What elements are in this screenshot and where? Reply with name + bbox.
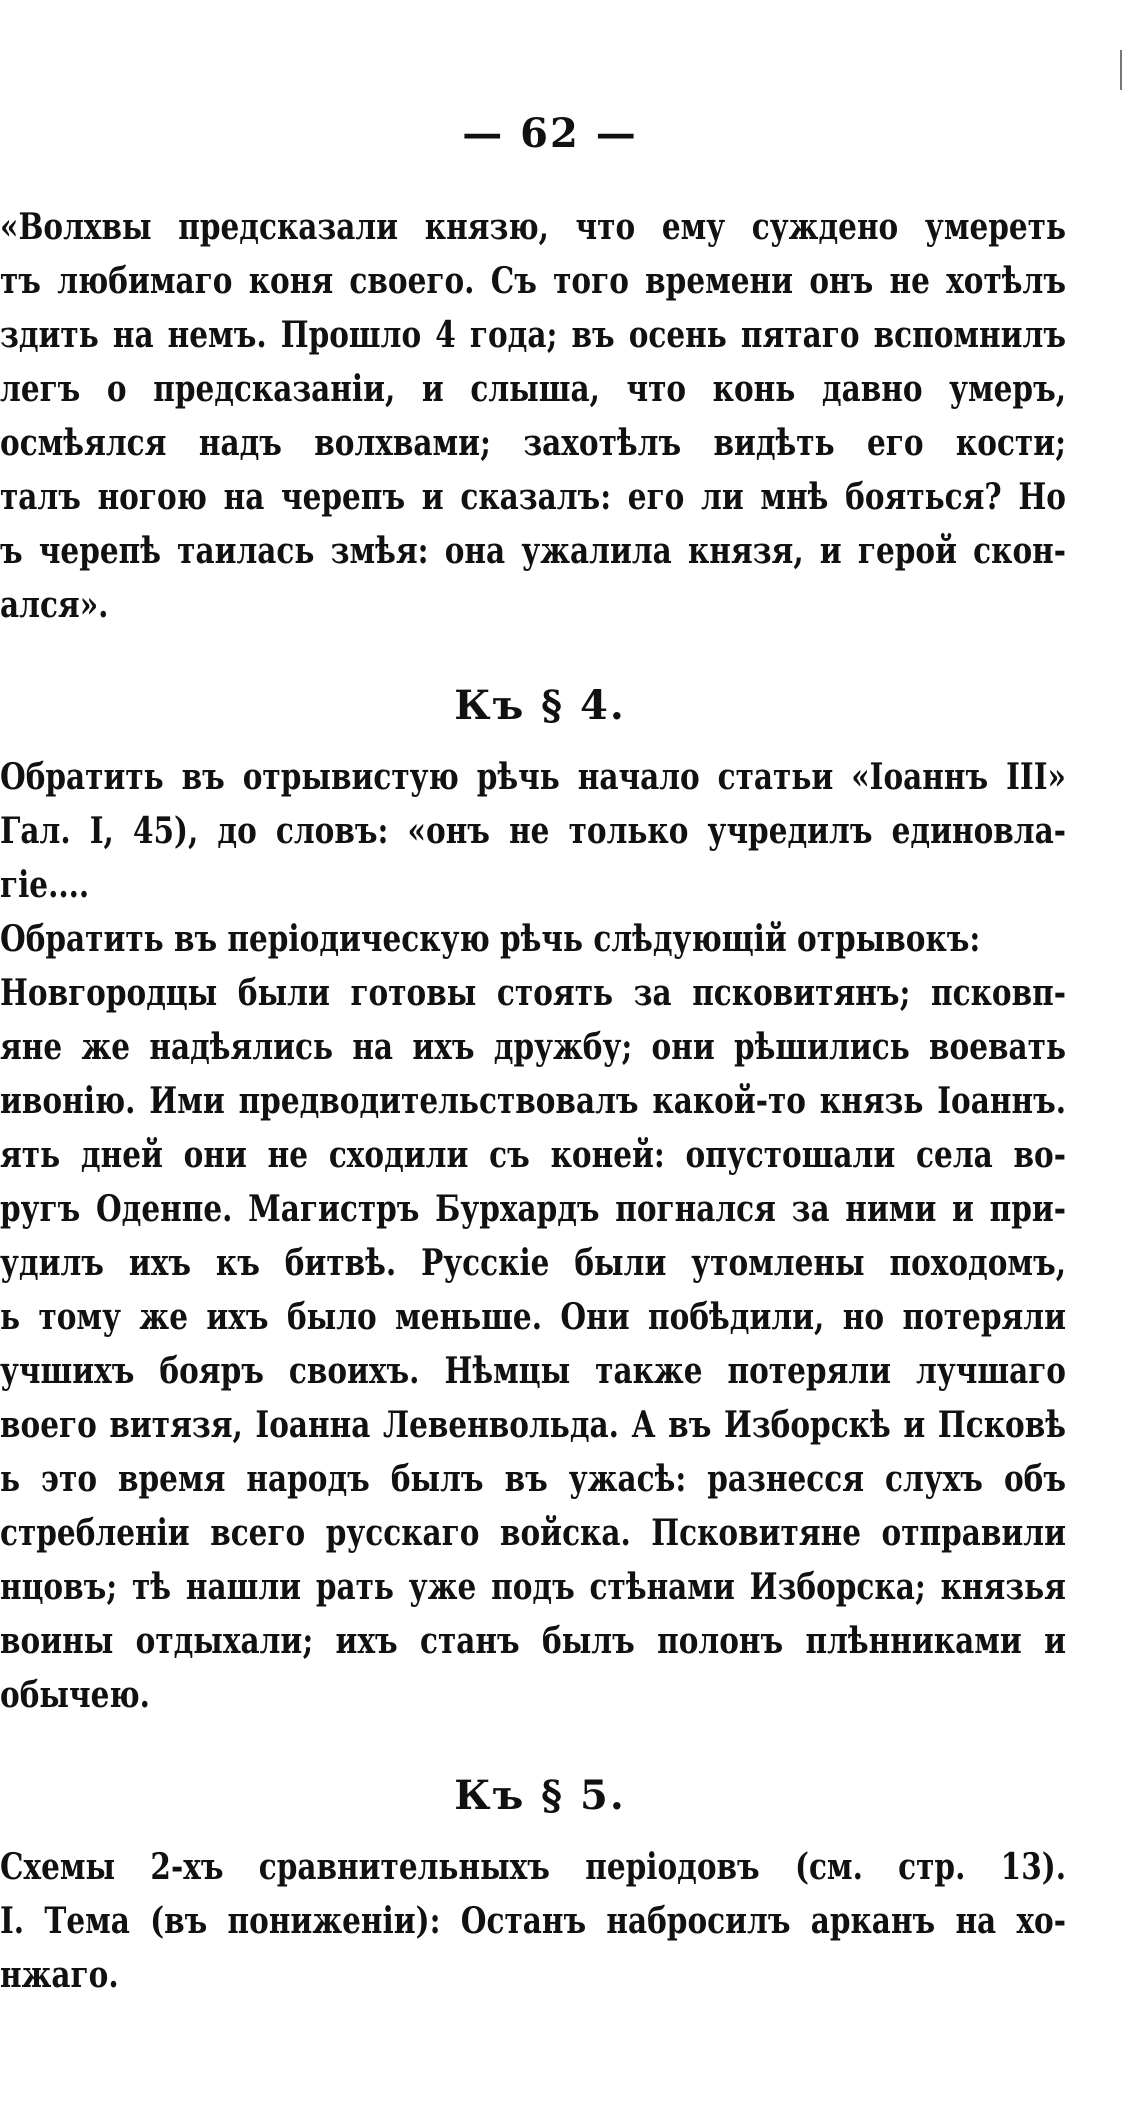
page-number: — 62 — [462, 110, 638, 157]
text-line: Схемы 2-хъ сравнительныхъ періодовъ (см. стр. 13). [0, 1846, 1066, 1888]
text-line: учшихъ бояръ своихъ. Нѣмцы также потеряли лучшаго [0, 1350, 1066, 1392]
text-line: удилъ ихъ къ битвѣ. Русскіе были утомлены походомъ, [0, 1242, 1066, 1284]
text-line: ять дней они не сходили съ коней: опустошали села во- [0, 1134, 1066, 1176]
text-line: Новгородцы были готовы стоять за псковитянъ; псковп- [0, 972, 1066, 1014]
text-line: ъ черепѣ таилась змѣя: она ужалила князя, и герой скон- [0, 530, 1066, 572]
text-line: Гал. I, 45), до словъ: «онъ не только учредилъ единовла- [0, 810, 1066, 852]
text-line: нцовъ; тѣ нашли рать уже подъ стѣнами Изборска; князья [0, 1566, 1066, 1608]
section-heading: Къ § 4. [454, 682, 626, 729]
text-line: ь тому же ихъ было меньше. Они побѣдили, но потеряли [0, 1296, 1066, 1338]
text-line: осмѣялся надъ волхвами; захотѣлъ видѣть его кости; [0, 422, 1066, 464]
text-line: ь это время народъ былъ въ ужасѣ: разнесся слухъ объ [0, 1458, 1066, 1500]
spacer [0, 740, 1080, 750]
text-line: Обратить въ періодическую рѣчь слѣдующій отрывокъ: [0, 918, 981, 960]
spacer [0, 1830, 1080, 1840]
text-line: тъ любимаго коня своего. Съ того времени онъ не хотѣлъ [0, 260, 1066, 302]
spacer [0, 1722, 1080, 1762]
text-line: яне же надѣялись на ихъ дружбу; они рѣшились воевать [0, 1026, 1066, 1068]
text-line: воего витязя, Іоанна Левенвольда. А въ Изборскѣ и Псковѣ [0, 1404, 1066, 1446]
text-line: ался». [0, 584, 109, 626]
section-heading: Къ § 5. [454, 1772, 626, 1819]
scan-edge-mark [1120, 50, 1122, 90]
text-line: I. Тема (въ пониженіи): Останъ набросилъ арканъ на хо- [0, 1900, 1066, 1942]
spacer [0, 632, 1080, 672]
text-line: стребленіи всего русскаго войска. Псковитяне отправили [0, 1512, 1066, 1554]
text-line: «Волхвы предсказали князю, что ему суждено умереть [0, 206, 1066, 248]
page-body [0, 200, 1080, 2002]
text-line: обычею. [0, 1674, 150, 1716]
text-line: Обратить въ отрывистую рѣчь начало статьи «Іоаннъ III» [0, 756, 1066, 798]
text-line: талъ ногою на черепъ и сказалъ: его ли мнѣ бояться? Но [0, 476, 1066, 518]
text-line: здить на немъ. Прошло 4 года; въ осень пятаго вспомнилъ [0, 314, 1066, 356]
text-line: легъ о предсказаніи, и слыша, что конь давно умеръ, [0, 368, 1066, 410]
text-line: нжаго. [0, 1954, 119, 1996]
text-line: гіе.... [0, 864, 90, 906]
text-line: ругъ Оденпе. Магистръ Бурхардъ погнался за ними и при- [0, 1188, 1066, 1230]
text-line: ивонію. Ими предводительствовалъ какой-то князь Іоаннъ. [0, 1080, 1066, 1122]
text-line: воины отдыхали; ихъ станъ былъ полонъ плѣнниками и [0, 1620, 1066, 1662]
